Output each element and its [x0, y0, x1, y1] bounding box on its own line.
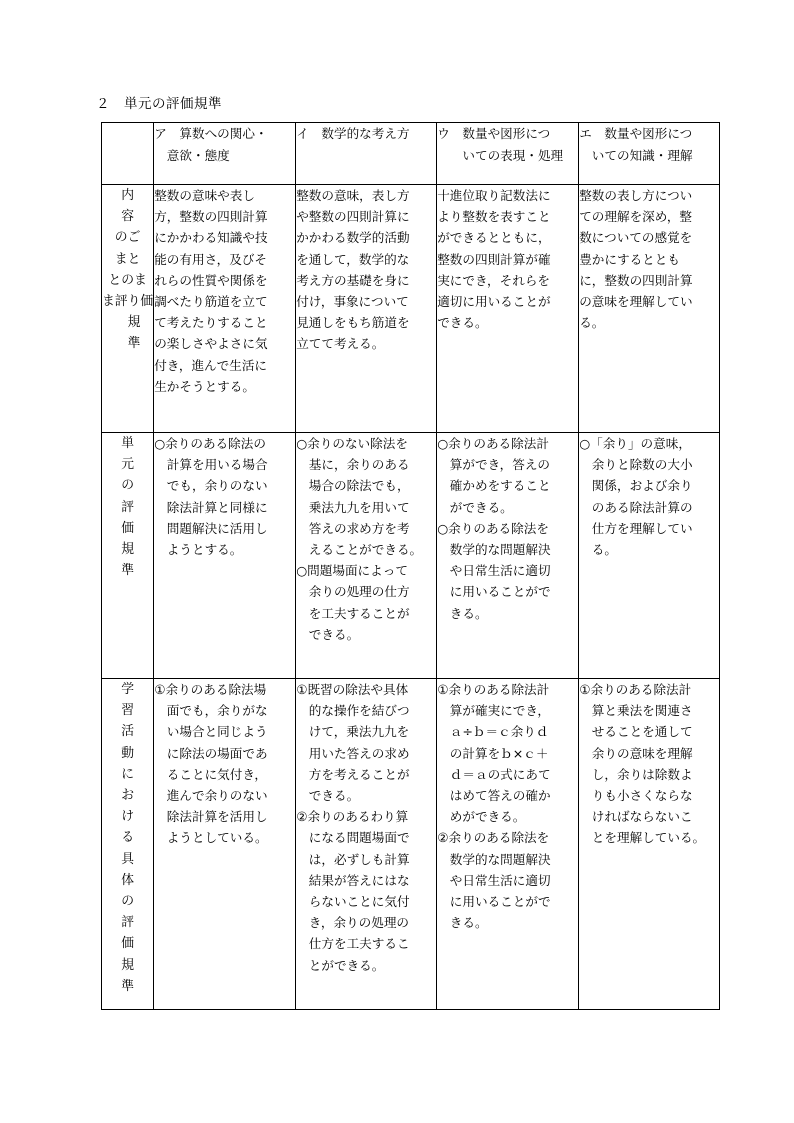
- text-line: 問題解決に活用し: [154, 520, 268, 536]
- row-label-line: 具: [121, 851, 134, 867]
- text-line: 算ができ，答えの: [437, 457, 551, 473]
- text-line: や日常生活に適切: [437, 872, 551, 888]
- cell-content-a: [154, 185, 296, 433]
- text-line: 十進位取り記数法に: [437, 188, 551, 203]
- cell-unit-a: [154, 433, 296, 679]
- text-line: に用いることがで: [437, 584, 551, 600]
- text-line: 仕方を理解してい: [579, 520, 693, 536]
- text-line: 付き，進んで生活に: [154, 357, 268, 373]
- header-i: [296, 123, 437, 185]
- text-line: 整数の意味や表し: [154, 188, 255, 203]
- row-label-line: 評: [121, 915, 134, 931]
- text-line: 基に，余りのある: [296, 457, 410, 473]
- text-line: や日常生活に適切: [437, 563, 551, 579]
- cell-activity-a: [154, 679, 296, 1010]
- text-line: 生かそうとする。: [154, 378, 255, 394]
- row-content-criteria: [102, 185, 720, 433]
- text-line: ア 算数への関心・: [154, 126, 268, 141]
- text-line: ○余りのある除法の: [154, 436, 266, 451]
- text-line: 余りの処理の仕方: [296, 584, 410, 600]
- text-line: いての知識・理解: [579, 147, 693, 163]
- text-line: 豊かにするととも: [579, 251, 680, 267]
- text-line: ②余りのあるわり算: [296, 809, 409, 825]
- text-line: ○余りのある除法を: [437, 520, 549, 536]
- text-line: ○余りのない除法を: [296, 436, 408, 451]
- text-line: 考え方の基礎を身に: [296, 272, 410, 288]
- text-line: とを理解している。: [579, 830, 706, 846]
- text-line: ○余りのある除法計: [437, 436, 549, 451]
- text-line: ①余りのある除法場: [154, 682, 267, 697]
- text-line: かかわる数学的活動: [296, 230, 410, 246]
- text-line: エ 数量や図形につ: [579, 126, 693, 141]
- text-line: て考えたりすること: [154, 315, 268, 331]
- text-line: を通して，数学的な: [296, 251, 410, 267]
- text-line: き，余りの処理の: [296, 915, 410, 931]
- text-line: 意欲・態度: [154, 147, 230, 163]
- text-line: イ 数学的な考え方: [296, 126, 410, 141]
- cell-activity-u: [437, 679, 579, 1010]
- text-line: 実にでき，それらを: [437, 272, 551, 288]
- row-label-line: とのま: [108, 272, 147, 288]
- row-label-line: 容: [121, 209, 134, 225]
- cell-content-u: [437, 185, 579, 433]
- text-line: 場合の除法でも，: [296, 478, 410, 494]
- text-line: ての理解を深め，整: [579, 209, 693, 225]
- text-line: のある除法計算の: [579, 499, 693, 515]
- text-line: ②余りのある除法を: [437, 830, 550, 846]
- row-label-line: 評: [121, 499, 134, 515]
- row-label-line: け: [121, 809, 134, 825]
- row-label-line: 準: [121, 978, 134, 994]
- text-line: きる。: [437, 915, 488, 931]
- row-label-line: ま評り価: [102, 294, 154, 310]
- text-line: 的な操作を結びつ: [296, 703, 410, 719]
- text-line: ①余りのある除法計: [437, 682, 550, 697]
- text-line: 進んで余りのない: [154, 788, 268, 804]
- text-line: は，必ずしも計算: [296, 851, 410, 867]
- text-line: 除法計算を活用し: [154, 809, 268, 825]
- text-line: けて，乗法九九を: [296, 724, 410, 740]
- row-label-line: 動: [121, 745, 134, 761]
- row-label-content: [102, 185, 154, 433]
- text-line: 余りと除数の大小: [579, 457, 693, 473]
- text-line: にかかわる知識や技: [154, 230, 268, 246]
- text-line: 面でも，余りがな: [154, 703, 268, 719]
- row-label-activity: [102, 679, 154, 1010]
- row-label-line: 元: [121, 457, 134, 473]
- text-line: 数学的な問題解決: [437, 851, 551, 867]
- text-line: より整数を表すこと: [437, 209, 551, 225]
- row-label-line: 学: [121, 682, 134, 697]
- text-line: の計算をｂ×ｃ＋: [437, 745, 549, 761]
- text-line: に，整数の四則計算: [579, 272, 693, 288]
- text-line: ができる。: [437, 499, 513, 515]
- row-label-line: 内: [121, 188, 134, 203]
- text-line: 除法計算と同様に: [154, 499, 268, 515]
- text-line: を工夫することが: [296, 605, 410, 621]
- cell-content-i: [296, 185, 437, 433]
- text-line: とができる。: [296, 957, 385, 973]
- row-label-line: の: [121, 478, 134, 494]
- text-line: や整数の四則計算に: [296, 209, 410, 225]
- row-label-line: 規: [121, 957, 134, 973]
- text-line: 付け，事象について: [296, 294, 409, 310]
- text-line: 整数の意味，表し方: [296, 188, 410, 203]
- row-label-line: 準: [121, 563, 134, 579]
- row-label-line: のご: [114, 230, 141, 246]
- row-label-line: 規: [121, 542, 134, 558]
- text-line: に用いることがで: [437, 894, 551, 910]
- text-line: の意味を理解してい: [579, 294, 693, 310]
- text-line: ければならないこ: [579, 809, 693, 825]
- text-line: 見通しをもち筋道を: [296, 315, 410, 331]
- header-u: [437, 123, 579, 185]
- text-line: ようとしている。: [154, 830, 268, 846]
- text-line: 関係，および余り: [579, 478, 693, 494]
- row-label-line: 価: [121, 520, 134, 536]
- text-line: 結果が答えにはな: [296, 872, 410, 888]
- text-line: えることができる。: [296, 542, 423, 558]
- evaluation-criteria-table: [101, 122, 720, 1010]
- text-line: できる。: [437, 315, 488, 331]
- text-line: はめて答えの確か: [437, 788, 551, 804]
- text-line: せることを通して: [579, 724, 693, 740]
- section-heading: ２ 単元の評価規準: [96, 96, 222, 112]
- text-line: し，余りは除数よ: [579, 766, 693, 782]
- text-line: きる。: [437, 605, 488, 621]
- text-line: ることに気付き，: [154, 766, 268, 782]
- text-line: いての表現・処理: [437, 147, 564, 163]
- text-line: ○「余り」の意味，: [579, 436, 691, 451]
- cell-activity-i: [296, 679, 437, 1010]
- text-line: 答えの求め方を考: [296, 520, 410, 536]
- text-line: ①既習の除法や具体: [296, 682, 409, 697]
- cell-activity-e: [579, 679, 720, 1010]
- text-line: ａ÷ｂ＝ｃ余りｄ: [437, 724, 549, 740]
- text-line: でも，余りのない: [154, 478, 268, 494]
- text-line: 確かめをすること: [437, 478, 551, 494]
- cell-unit-i: [296, 433, 437, 679]
- text-line: りも小さくならな: [579, 788, 693, 804]
- row-label-line: る: [121, 830, 134, 846]
- text-line: になる問題場面で: [296, 830, 410, 846]
- text-line: る。: [579, 542, 617, 558]
- text-line: らないことに気付: [296, 894, 410, 910]
- text-line: 用いた答えの求め: [296, 745, 410, 761]
- row-label-line: 体: [121, 872, 134, 888]
- row-label-line: に: [121, 766, 134, 782]
- text-line: 仕方を工夫するこ: [296, 936, 410, 952]
- text-line: 方を考えることが: [296, 766, 410, 782]
- text-line: 適切に用いることが: [437, 294, 551, 310]
- text-line: できる。: [296, 626, 360, 642]
- row-label-line: お: [121, 788, 134, 804]
- text-line: 計算を用いる場合: [154, 457, 268, 473]
- text-line: 整数の四則計算が確: [437, 251, 551, 267]
- text-line: めができる。: [437, 809, 526, 825]
- text-line: 方，整数の四則計算: [154, 209, 268, 225]
- text-line: 能の有用さ，及びそ: [154, 251, 268, 267]
- row-label-line: 規: [114, 315, 141, 331]
- header-a: [154, 123, 296, 185]
- row-activity-criteria: [102, 679, 720, 1010]
- text-line: れらの性質や関係を: [154, 272, 268, 288]
- row-unit-criteria: [102, 433, 720, 679]
- header-corner-cell: [102, 123, 154, 185]
- text-line: ウ 数量や図形につ: [437, 126, 551, 141]
- text-line: 余りの意味を理解: [579, 745, 693, 761]
- table-header-row: [102, 123, 720, 185]
- text-line: に除法の場面であ: [154, 745, 268, 761]
- cell-unit-e: [579, 433, 720, 679]
- text-line: 立てて考える。: [296, 336, 385, 352]
- text-line: ①余りのある除法計: [579, 682, 692, 697]
- row-label-line: 習: [121, 703, 134, 719]
- text-line: ○問題場面によって: [296, 563, 408, 579]
- text-line: 整数の表し方につい: [579, 188, 693, 203]
- text-line: 算が確実にでき，: [437, 703, 551, 719]
- text-line: ようとする。: [154, 542, 243, 558]
- text-line: ｄ＝ａの式にあて: [437, 766, 551, 782]
- row-label-line: 準: [114, 336, 141, 352]
- row-label-line: の: [121, 894, 134, 910]
- header-e: [579, 123, 720, 185]
- text-line: る。: [579, 315, 605, 331]
- text-line: 算と乗法を関連さ: [579, 703, 693, 719]
- row-label-line: 価: [121, 936, 134, 952]
- row-label-unit: [102, 433, 154, 679]
- row-label-line: まと: [114, 251, 141, 267]
- text-line: できる。: [296, 788, 360, 804]
- text-line: の楽しさやよさに気: [154, 336, 268, 352]
- cell-content-e: [579, 185, 720, 433]
- text-line: 調べたり筋道を立て: [154, 294, 268, 310]
- text-line: 数についての感覚を: [579, 230, 693, 246]
- text-line: ができるとともに，: [437, 230, 551, 246]
- row-label-line: 活: [121, 724, 134, 740]
- row-label-line: 単: [121, 436, 134, 451]
- text-line: 数学的な問題解決: [437, 542, 551, 558]
- cell-unit-u: [437, 433, 579, 679]
- text-line: 乗法九九を用いて: [296, 499, 410, 515]
- text-line: い場合と同じよう: [154, 724, 268, 740]
